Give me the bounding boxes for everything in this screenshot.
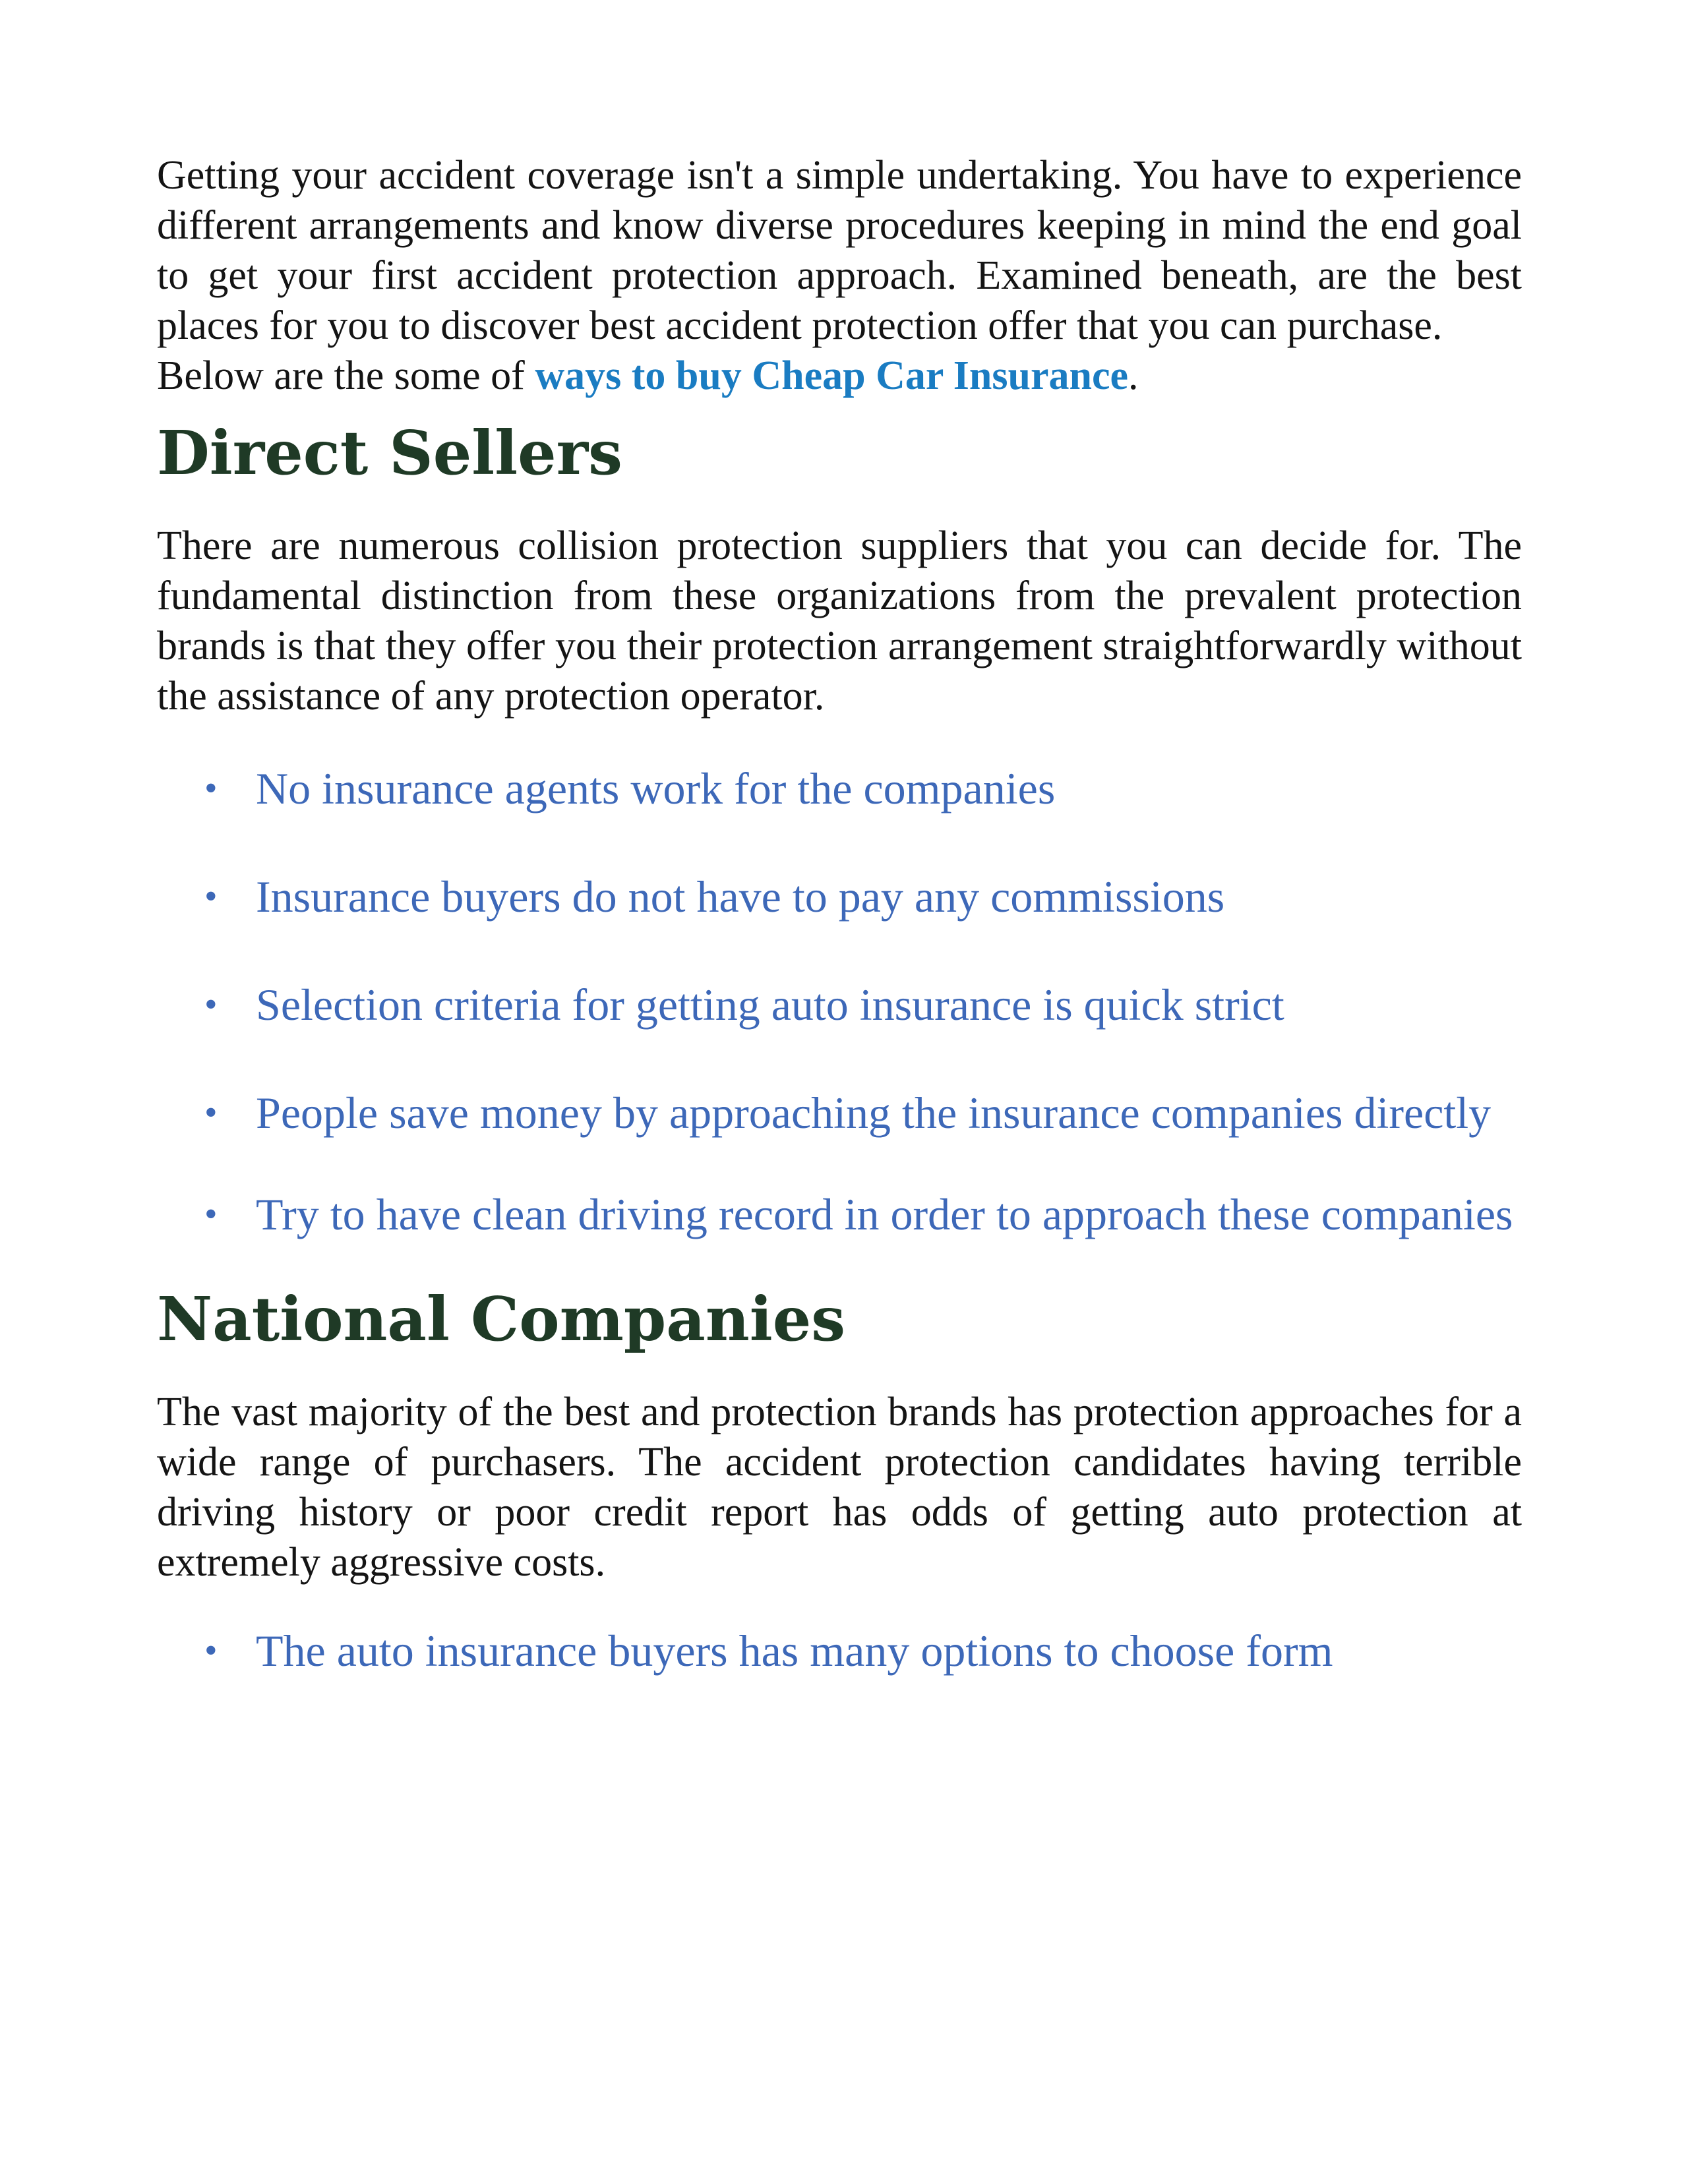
list-item — [157, 1623, 1522, 1678]
list-item — [157, 1085, 1522, 1140]
list-item — [157, 1187, 1522, 1242]
list-item — [157, 869, 1522, 924]
list-item — [157, 761, 1522, 816]
list-item-text: People save money by approaching the insurance companies directly — [256, 1088, 1492, 1138]
direct-sellers-paragraph: There are numerous collision protection suppliers that you can decide for. The fundamental distinction from these organizations from the prevalent protection brands is that they offer you their protection arrangement straightforwardly without the assistance of any protection operator. — [157, 523, 1522, 719]
list-item — [157, 977, 1522, 1032]
list-item-text: The auto insurance buyers has many options to choose form — [256, 1626, 1333, 1676]
national-companies-heading: National Companies — [157, 1284, 846, 1355]
intro-link-line — [157, 351, 1522, 401]
bullet-dot-icon: • — [204, 768, 218, 809]
bullet-dot-icon: • — [204, 876, 218, 917]
list-item-text: Insurance buyers do not have to pay any commissions — [256, 871, 1225, 922]
list-item-text: Try to have clean driving record in order to approach these companies — [256, 1189, 1513, 1239]
cheap-car-insurance-link[interactable]: ways to buy Cheap Car Insurance — [535, 353, 1129, 398]
intro-link-prefix: Below are the some of — [157, 353, 535, 398]
national-companies-list — [157, 1623, 1522, 1678]
bullet-dot-icon: • — [204, 1194, 218, 1235]
bullet-dot-icon: • — [204, 984, 218, 1025]
national-companies-paragraph: The vast majority of the best and protection brands has protection approaches for a wide range of purchasers. The accident protection candidates having terrible driving history or poor credit report has odds of getting auto protection at extremely aggressive costs. — [157, 1390, 1522, 1585]
bullet-dot-icon: • — [204, 1092, 218, 1133]
document-page — [157, 150, 1522, 1678]
intro-paragraph: Getting your accident coverage isn't a simple undertaking. You have to experience different arrangements and know diverse procedures keeping in mind the end goal to get your first accident protection approach. Examined beneath, are the best places for you to discover best accident protection offer that you can purchase. — [157, 153, 1522, 348]
intro-link-suffix: . — [1128, 353, 1139, 398]
list-item-text: No insurance agents work for the companies — [256, 763, 1056, 813]
direct-sellers-list — [157, 761, 1522, 1242]
list-item-text: Selection criteria for getting auto insurance is quick strict — [256, 980, 1284, 1030]
bullet-dot-icon: • — [204, 1630, 218, 1671]
direct-sellers-heading: Direct Sellers — [157, 417, 622, 488]
